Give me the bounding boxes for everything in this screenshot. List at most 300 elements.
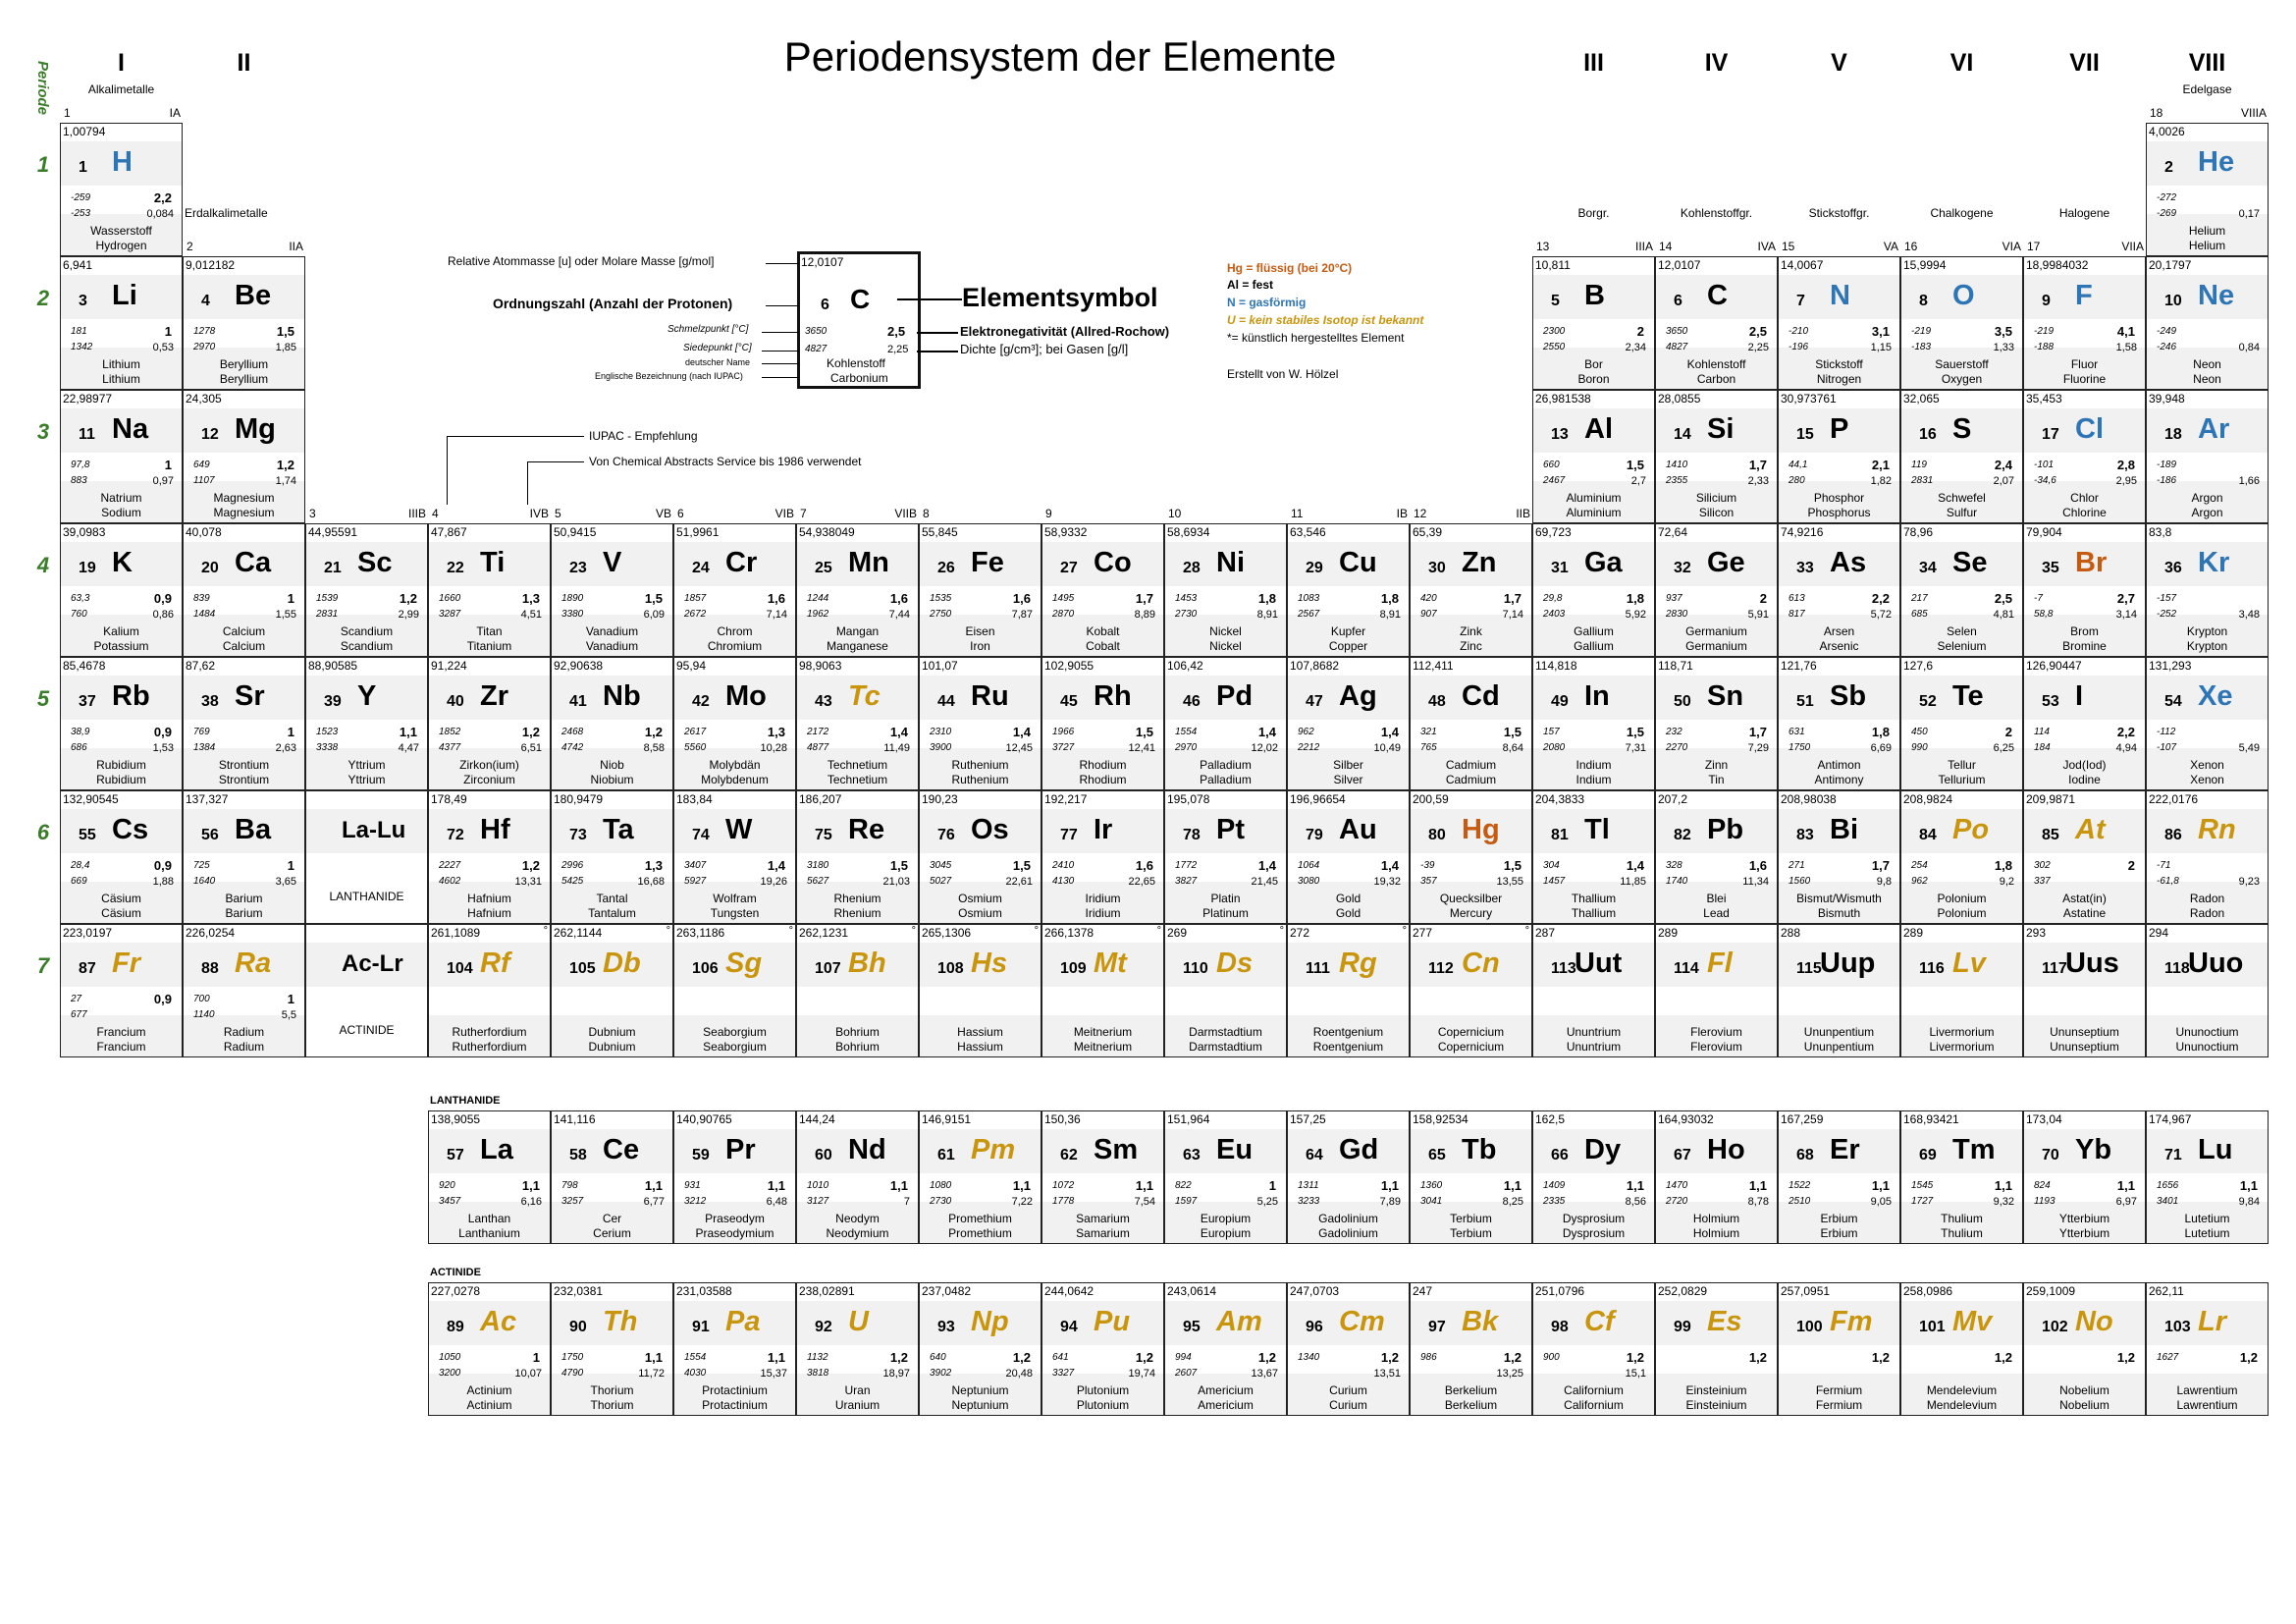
english-name: Germanium	[1685, 639, 1747, 653]
element-cell[interactable]	[673, 1282, 796, 1416]
element-cell[interactable]	[551, 924, 673, 1057]
element-cell[interactable]	[2146, 523, 2269, 657]
boiling-point: -61,8	[2157, 876, 2179, 887]
element-symbol: Cm	[1339, 1306, 1385, 1337]
electronegativity: 1,2	[1626, 1350, 1644, 1365]
element-cell[interactable]	[1410, 657, 1532, 790]
melting-point: 450	[1911, 727, 1928, 737]
element-cell[interactable]	[1041, 1282, 1164, 1416]
density: 13,55	[1496, 876, 1523, 888]
atomic-mass: 65,39	[1413, 525, 1443, 539]
german-name: Brom	[2070, 624, 2099, 638]
element-cell[interactable]	[1778, 1110, 1900, 1244]
german-name: Xenon	[2190, 758, 2224, 772]
density: 16,68	[637, 876, 665, 888]
legend-symbol-label: Elementsymbol	[962, 283, 1158, 312]
melting-point: -259	[71, 192, 91, 203]
density: 20,48	[1005, 1368, 1033, 1380]
german-name: Lutetium	[2184, 1212, 2230, 1225]
english-name: Californium	[1564, 1398, 1624, 1412]
element-cell[interactable]	[2146, 1110, 2269, 1244]
element-cell[interactable]	[1778, 790, 1900, 924]
element-cell[interactable]	[1655, 256, 1778, 390]
english-name: Radon	[2189, 906, 2225, 920]
atomic-number: 14	[1674, 426, 1691, 443]
element-cell[interactable]	[1778, 924, 1900, 1057]
element-cell[interactable]	[1655, 657, 1778, 790]
german-name: Magnesium	[213, 491, 275, 505]
element-cell[interactable]	[1655, 390, 1778, 523]
element-cell[interactable]	[796, 924, 919, 1057]
english-name: Iodine	[2068, 773, 2101, 786]
synthetic-mark: °	[1279, 925, 1284, 937]
legend-boil-label: Siedepunkt [°C]	[683, 343, 752, 353]
legend-number-label: Ordnungszahl (Anzahl der Protonen)	[493, 296, 733, 311]
series-placeholder-cell[interactable]	[305, 924, 428, 1057]
english-name: Platinum	[1202, 906, 1249, 920]
boiling-point: 4742	[561, 742, 584, 753]
legend-state-gas: N = gasförmig	[1227, 296, 1307, 309]
element-cell[interactable]	[1532, 390, 1655, 523]
element-cell[interactable]	[1900, 924, 2023, 1057]
element-cell[interactable]	[305, 657, 428, 790]
german-name: Promethium	[948, 1212, 1012, 1225]
element-cell[interactable]	[2146, 256, 2269, 390]
german-name: Natrium	[100, 491, 142, 505]
electronegativity: 1,5	[644, 591, 663, 606]
electronegativity: 1,1	[1135, 1178, 1153, 1193]
element-cell[interactable]	[2146, 790, 2269, 924]
atomic-mass: 190,23	[922, 792, 958, 806]
electronegativity: 1,2	[521, 858, 540, 873]
element-symbol: Sg	[725, 947, 763, 979]
boiling-point: 3041	[1420, 1196, 1443, 1207]
element-cell[interactable]	[1532, 1282, 1655, 1416]
density: 19,26	[760, 876, 787, 888]
element-cell[interactable]	[1410, 1110, 1532, 1244]
english-name: Neon	[2193, 372, 2221, 386]
element-cell[interactable]	[2023, 1282, 2146, 1416]
element-cell[interactable]	[428, 924, 551, 1057]
boiling-point: 1342	[71, 342, 93, 352]
element-cell[interactable]	[60, 523, 183, 657]
atomic-mass: 146,9151	[922, 1112, 972, 1126]
element-cell[interactable]	[1164, 1282, 1287, 1416]
element-cell[interactable]	[673, 924, 796, 1057]
atomic-mass: 1,00794	[63, 125, 106, 138]
atomic-mass: 262,1144	[554, 926, 603, 940]
density: 5,91	[1747, 609, 1769, 621]
element-cell[interactable]	[1778, 657, 1900, 790]
boiling-point: 2355	[1666, 475, 1688, 486]
element-cell[interactable]	[551, 1282, 673, 1416]
atomic-mass: 58,9332	[1044, 525, 1088, 539]
atomic-number: 55	[79, 827, 96, 843]
element-cell[interactable]	[183, 390, 305, 523]
element-cell[interactable]	[673, 657, 796, 790]
boiling-point: 3380	[561, 609, 584, 620]
element-cell[interactable]	[305, 523, 428, 657]
atomic-number: 16	[1919, 426, 1937, 443]
electronegativity: 0,9	[153, 591, 172, 606]
element-cell[interactable]	[1532, 790, 1655, 924]
german-name: Schwefel	[1938, 491, 1986, 505]
atomic-number: 59	[692, 1147, 710, 1164]
element-cell[interactable]	[1041, 657, 1164, 790]
melting-point: 640	[930, 1352, 946, 1363]
element-cell[interactable]	[1410, 924, 1532, 1057]
element-cell[interactable]	[2023, 657, 2146, 790]
english-name: Promethium	[948, 1226, 1012, 1240]
element-symbol: Al	[1584, 413, 1613, 445]
element-cell[interactable]	[796, 1110, 919, 1244]
german-name: Tellur	[1948, 758, 1976, 772]
element-cell[interactable]	[2146, 390, 2269, 523]
atomic-number: 102	[2042, 1319, 2068, 1335]
element-cell[interactable]	[1287, 657, 1410, 790]
element-cell[interactable]	[428, 1110, 551, 1244]
element-cell[interactable]	[1287, 790, 1410, 924]
element-cell[interactable]	[919, 523, 1041, 657]
english-name: Technetium	[827, 773, 888, 786]
element-cell[interactable]	[1900, 657, 2023, 790]
element-cell[interactable]	[1532, 523, 1655, 657]
melting-point: 1545	[1911, 1180, 1934, 1191]
melting-point: 1050	[439, 1352, 461, 1363]
atomic-mass: 22,98977	[63, 392, 113, 406]
main-group-numeral: III	[1583, 49, 1604, 77]
synthetic-mark: °	[1034, 925, 1039, 937]
element-cell[interactable]	[1287, 523, 1410, 657]
atomic-mass: 127,6	[1903, 659, 1934, 673]
element-cell[interactable]	[1041, 1110, 1164, 1244]
german-name: Seaborgium	[703, 1025, 767, 1039]
density: 8,58	[643, 742, 665, 754]
german-name: Cäsium	[101, 892, 141, 905]
english-name: Silver	[1333, 773, 1363, 786]
element-cell[interactable]	[1041, 523, 1164, 657]
atomic-mass: 174,967	[2149, 1112, 2192, 1126]
element-cell[interactable]	[1778, 1282, 1900, 1416]
english-name: Boron	[1577, 372, 1610, 386]
group-number: 1	[64, 106, 71, 120]
element-cell[interactable]	[1655, 1282, 1778, 1416]
electronegativity: 1,2	[2116, 1350, 2135, 1365]
element-cell[interactable]	[1041, 790, 1164, 924]
melting-point: 1132	[807, 1352, 828, 1363]
atomic-number: 29	[1306, 560, 1323, 576]
element-symbol: Am	[1216, 1306, 1262, 1337]
element-cell[interactable]	[1164, 657, 1287, 790]
atomic-mass: 208,9824	[1903, 792, 1953, 806]
melting-point: 3045	[930, 860, 952, 871]
element-cell[interactable]	[60, 790, 183, 924]
german-name: Americium	[1198, 1383, 1254, 1397]
group-number: 5	[555, 507, 561, 520]
density: 4,94	[2115, 742, 2137, 754]
element-cell[interactable]	[183, 523, 305, 657]
atomic-mass: 74,9216	[1781, 525, 1824, 539]
atomic-mass: 247,0703	[1290, 1284, 1340, 1298]
melting-point: -157	[2157, 593, 2177, 604]
density: 1,66	[2238, 475, 2260, 487]
english-name: Polonium	[1937, 906, 1987, 920]
english-name: Rubidium	[96, 773, 146, 786]
melting-point: 725	[193, 860, 210, 871]
boiling-point: 3233	[1298, 1196, 1320, 1207]
element-cell[interactable]	[551, 657, 673, 790]
element-symbol: S	[1952, 413, 1972, 445]
atomic-number: 28	[1183, 560, 1201, 576]
element-cell[interactable]	[2146, 123, 2269, 256]
element-cell[interactable]	[1041, 924, 1164, 1057]
element-cell[interactable]	[1410, 1282, 1532, 1416]
element-cell[interactable]	[2023, 924, 2146, 1057]
element-cell[interactable]	[1287, 1110, 1410, 1244]
density: 1,88	[152, 876, 174, 888]
element-cell[interactable]	[1778, 390, 1900, 523]
element-cell[interactable]	[919, 1110, 1041, 1244]
element-cell[interactable]	[2146, 924, 2269, 1057]
actinide-title: ACTINIDE	[430, 1267, 481, 1278]
element-cell[interactable]	[551, 1110, 673, 1244]
english-name: Indium	[1575, 773, 1612, 786]
german-name: Indium	[1575, 758, 1612, 772]
german-name: Wolfram	[713, 892, 757, 905]
melting-point: 1072	[1052, 1180, 1075, 1191]
group-number: 3	[309, 507, 316, 520]
atomic-mass: 243,0614	[1167, 1284, 1217, 1298]
atomic-mass: 258,0986	[1903, 1284, 1953, 1298]
german-name: Ununseptium	[2050, 1025, 2119, 1039]
group-name: Alkalimetalle	[87, 82, 155, 96]
element-cell[interactable]	[1287, 1282, 1410, 1416]
german-name: Mendelevium	[1926, 1383, 1998, 1397]
boiling-point: 2467	[1543, 475, 1566, 486]
element-cell[interactable]	[1410, 790, 1532, 924]
element-cell[interactable]	[1410, 523, 1532, 657]
element-cell[interactable]	[1532, 924, 1655, 1057]
element-cell[interactable]	[919, 657, 1041, 790]
atomic-number: 3	[79, 293, 87, 309]
atomic-number: 110	[1183, 960, 1208, 977]
atomic-number: 23	[569, 560, 587, 576]
element-cell[interactable]	[1900, 523, 2023, 657]
english-name: Ununtrium	[1566, 1040, 1622, 1054]
electronegativity: 2,2	[153, 190, 172, 205]
boiling-point: 184	[2034, 742, 2051, 753]
boiling-point: 1778	[1052, 1196, 1075, 1207]
electronegativity: 1,7	[1135, 591, 1153, 606]
atomic-number: 57	[447, 1147, 464, 1164]
electronegativity: 1,1	[767, 1178, 785, 1193]
element-cell[interactable]	[919, 924, 1041, 1057]
element-cell[interactable]	[673, 523, 796, 657]
melting-point: 27	[71, 994, 82, 1004]
melting-point: 1410	[1666, 460, 1688, 470]
element-cell[interactable]	[428, 790, 551, 924]
melting-point: 181	[71, 326, 87, 337]
element-cell[interactable]	[673, 790, 796, 924]
atomic-number: 51	[1796, 693, 1814, 710]
electronegativity: 1,5	[1012, 858, 1031, 873]
series-placeholder-cell[interactable]	[305, 790, 428, 924]
group-cas-label: VIIA	[2121, 240, 2144, 253]
english-name: Holmium	[1692, 1226, 1740, 1240]
english-name: Rutherfordium	[452, 1040, 527, 1054]
german-name: Neodym	[835, 1212, 880, 1225]
element-symbol: Cl	[2075, 413, 2104, 445]
atomic-number: 34	[1919, 560, 1937, 576]
element-cell[interactable]	[919, 1282, 1041, 1416]
density: 6,97	[2115, 1196, 2137, 1208]
element-cell[interactable]	[2023, 790, 2146, 924]
element-cell[interactable]	[60, 657, 183, 790]
element-cell[interactable]	[1164, 790, 1287, 924]
boiling-point: 2270	[1666, 742, 1688, 753]
german-name: Flerovium	[1690, 1025, 1742, 1039]
element-cell[interactable]	[2146, 657, 2269, 790]
english-name: Fluorine	[2062, 372, 2107, 386]
element-cell[interactable]	[551, 790, 673, 924]
boiling-point: 1727	[1911, 1196, 1934, 1207]
electronegativity: 1,7	[1871, 858, 1890, 873]
element-cell[interactable]	[1532, 657, 1655, 790]
german-name: Barium	[225, 892, 263, 905]
element-cell[interactable]	[1655, 924, 1778, 1057]
element-cell[interactable]	[551, 523, 673, 657]
atomic-mass: 79,904	[2026, 525, 2062, 539]
element-cell[interactable]	[1900, 790, 2023, 924]
element-cell[interactable]	[2023, 390, 2146, 523]
density: 7,31	[1625, 742, 1646, 754]
legend-example-boil: 4827	[805, 344, 828, 354]
element-symbol: Na	[112, 413, 149, 445]
group-cas-label: IVA	[1757, 240, 1776, 253]
element-symbol: No	[2075, 1306, 2113, 1337]
german-name: Kobalt	[1086, 624, 1120, 638]
element-cell[interactable]	[1655, 790, 1778, 924]
atomic-number: 4	[201, 293, 210, 309]
legend-de-label: deutscher Name	[685, 357, 751, 367]
element-cell[interactable]	[1532, 1110, 1655, 1244]
element-cell[interactable]	[60, 123, 183, 256]
boiling-point: 3827	[1175, 876, 1198, 887]
density: 7,22	[1011, 1196, 1033, 1208]
element-cell[interactable]	[183, 657, 305, 790]
element-cell[interactable]	[1900, 390, 2023, 523]
element-cell[interactable]	[60, 256, 183, 390]
german-name: Selen	[1947, 624, 1977, 638]
element-cell[interactable]	[796, 1282, 919, 1416]
element-cell[interactable]	[1164, 924, 1287, 1057]
element-cell[interactable]	[919, 790, 1041, 924]
element-cell[interactable]	[796, 523, 919, 657]
element-cell[interactable]	[1655, 1110, 1778, 1244]
boiling-point: 2970	[193, 342, 216, 352]
element-cell[interactable]	[1287, 924, 1410, 1057]
element-symbol: Rf	[480, 947, 510, 979]
element-cell[interactable]	[428, 657, 551, 790]
element-cell[interactable]	[1900, 1282, 2023, 1416]
atomic-mass: 12,0107	[1658, 258, 1701, 272]
element-cell[interactable]	[796, 790, 919, 924]
german-name: Sauerstoff	[1935, 357, 1989, 371]
english-name: Thorium	[590, 1398, 634, 1412]
element-cell[interactable]	[183, 924, 305, 1057]
element-cell[interactable]	[2023, 523, 2146, 657]
atomic-number: 114	[1674, 960, 1699, 977]
english-name: Hydrogen	[95, 239, 147, 252]
synthetic-mark: °	[911, 925, 916, 937]
density: 1,55	[275, 609, 296, 621]
boiling-point: 765	[1420, 742, 1437, 753]
element-cell[interactable]	[1778, 256, 1900, 390]
density: 12,41	[1128, 742, 1155, 754]
german-name: Ununoctium	[2175, 1025, 2239, 1039]
boiling-point: 2830	[1666, 609, 1688, 620]
melting-point: 3407	[684, 860, 707, 871]
element-cell[interactable]	[2023, 1110, 2146, 1244]
atomic-number: 75	[815, 827, 832, 843]
boiling-point: -252	[2157, 609, 2177, 620]
atomic-number: 73	[569, 827, 587, 843]
atomic-number: 38	[201, 693, 219, 710]
element-symbol: Ir	[1094, 814, 1113, 845]
english-name: Erbium	[1820, 1226, 1858, 1240]
element-cell[interactable]	[428, 1282, 551, 1416]
atomic-mass: 294	[2149, 926, 2169, 940]
element-cell[interactable]	[1164, 1110, 1287, 1244]
atomic-mass: 114,818	[1535, 659, 1577, 673]
atomic-number: 65	[1428, 1147, 1446, 1164]
melting-point: 1244	[807, 593, 829, 604]
density: 1,82	[1870, 475, 1892, 487]
element-cell[interactable]	[1900, 1110, 2023, 1244]
english-name: Nickel	[1209, 639, 1242, 653]
element-symbol: Dy	[1584, 1134, 1622, 1165]
density: 13,67	[1251, 1368, 1278, 1380]
element-cell[interactable]	[1778, 523, 1900, 657]
element-cell[interactable]	[428, 523, 551, 657]
electronegativity: 1,4	[1012, 725, 1031, 739]
electronegativity: 1,6	[1012, 591, 1031, 606]
element-cell[interactable]	[673, 1110, 796, 1244]
density: 13,51	[1373, 1368, 1401, 1380]
element-cell[interactable]	[2023, 256, 2146, 390]
german-name: Platin	[1210, 892, 1241, 905]
melting-point: 994	[1175, 1352, 1192, 1363]
english-name: Vanadium	[585, 639, 639, 653]
element-cell[interactable]	[1900, 256, 2023, 390]
element-cell[interactable]	[2146, 1282, 2269, 1416]
element-cell[interactable]	[796, 657, 919, 790]
atomic-number: 33	[1796, 560, 1814, 576]
english-name: Lanthanium	[458, 1226, 520, 1240]
element-cell[interactable]	[183, 790, 305, 924]
atomic-mass: 4,0026	[2149, 125, 2185, 138]
element-cell[interactable]	[60, 390, 183, 523]
element-cell[interactable]	[1532, 256, 1655, 390]
main-group-numeral: V	[1831, 49, 1847, 77]
element-symbol: Yb	[2075, 1134, 2112, 1165]
element-cell[interactable]	[183, 256, 305, 390]
element-cell[interactable]	[1164, 523, 1287, 657]
element-symbol: Br	[2075, 547, 2108, 578]
element-cell[interactable]	[1655, 523, 1778, 657]
element-cell[interactable]	[60, 924, 183, 1057]
english-name: Ununseptium	[2050, 1040, 2119, 1054]
